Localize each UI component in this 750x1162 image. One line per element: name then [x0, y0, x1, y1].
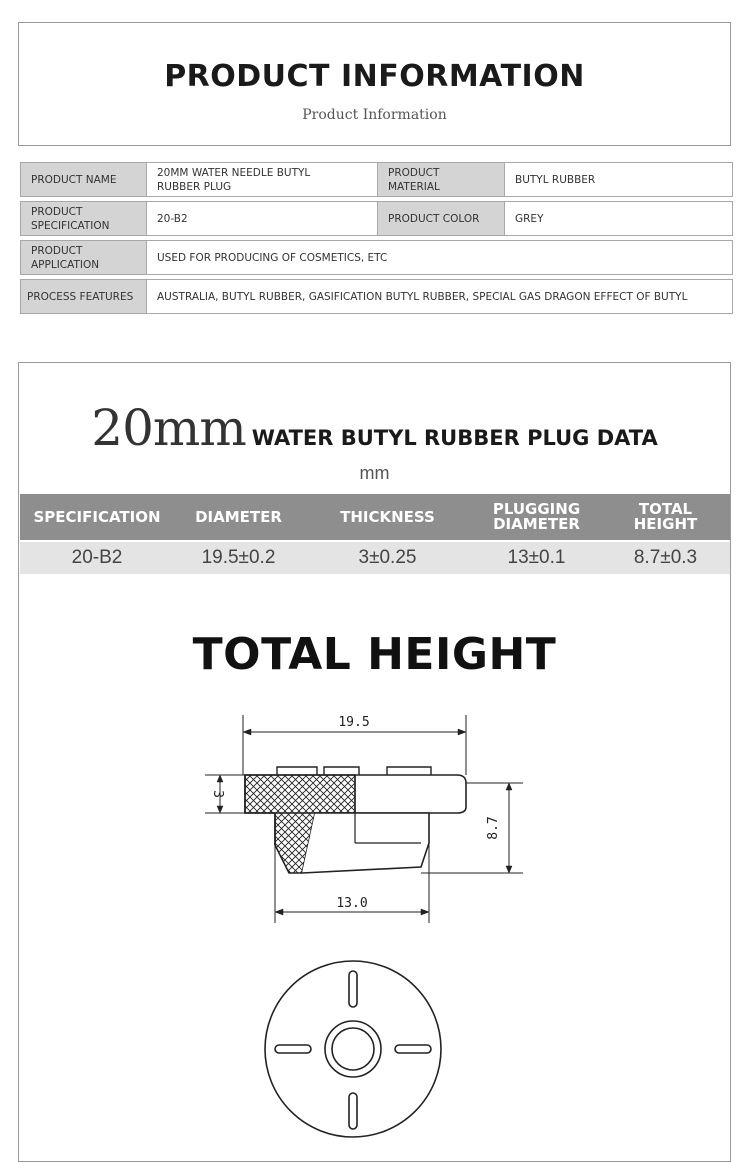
info-row-spec — [21, 202, 733, 236]
product-color-value: GREY — [505, 202, 733, 236]
product-application-label-line2: APPLICATION — [31, 258, 100, 271]
product-name-value — [147, 163, 378, 197]
data-title-text: WATER BUTYL RUBBER PLUG DATA — [251, 426, 658, 450]
section-view — [205, 715, 523, 923]
product-name-label: PRODUCT NAME — [21, 163, 147, 197]
plug-technical-drawing — [19, 363, 730, 1155]
unit-label: mm — [359, 463, 390, 483]
top-view — [265, 961, 441, 1137]
dim-plug-label: 13.0 — [336, 896, 368, 911]
header-total-height: TOTAL HEIGHT — [601, 494, 730, 541]
plug-data-section — [18, 362, 731, 1162]
product-name-value-line2: RUBBER PLUG — [157, 180, 232, 193]
process-features-label: PROCESS FEATURES — [21, 280, 147, 314]
info-row-name — [21, 163, 733, 197]
dim-thickness-label: 3 — [210, 790, 225, 798]
product-spec-label — [21, 202, 147, 236]
header-plugging-line1: PLUGGING — [492, 500, 581, 518]
product-application-value: USED FOR PRODUCING OF COSMETICS, ETC — [147, 241, 733, 275]
page-subtitle: Product Information — [302, 107, 447, 123]
product-info-table — [20, 162, 733, 314]
cell-thickness: 3±0.25 — [303, 541, 472, 574]
product-material-value: BUTYL RUBBER — [505, 163, 733, 197]
process-features-value: AUSTRALIA, BUTYL RUBBER, GASIFICATION BUTYL RUBBER, SPECIAL GAS DRAGON EFFECT OF BUTYL — [147, 280, 733, 314]
cell-diameter: 19.5±0.2 — [174, 541, 303, 574]
cell-plugging-diameter: 13±0.1 — [472, 541, 601, 574]
dim-height-label: 8.7 — [486, 816, 501, 840]
header-plugging-line2: DIAMETER — [493, 515, 580, 533]
header-diameter: DIAMETER — [174, 494, 303, 541]
cell-total-height: 8.7±0.3 — [601, 541, 730, 574]
dim-diameter-label: 19.5 — [338, 715, 370, 730]
cell-specification: 20-B2 — [20, 541, 174, 574]
page-title: PRODUCT INFORMATION — [164, 59, 585, 94]
product-color-label: PRODUCT COLOR — [378, 202, 505, 236]
product-name-value-line1: 20MM WATER NEEDLE BUTYL — [157, 166, 311, 179]
product-application-label-line1: PRODUCT — [31, 244, 83, 257]
total-height-heading: TOTAL HEIGHT — [192, 629, 557, 680]
product-spec-label-line1: PRODUCT — [31, 205, 83, 218]
data-title-size: 20mm — [91, 399, 246, 457]
info-row-application — [21, 241, 733, 275]
info-row-features — [21, 280, 733, 314]
product-information-header — [18, 22, 731, 146]
product-spec-label-line2: SPECIFICATION — [31, 219, 110, 232]
header-specification: SPECIFICATION — [20, 494, 174, 541]
header-thickness: THICKNESS — [303, 494, 472, 541]
product-material-label: PRODUCT MATERIAL — [378, 163, 505, 197]
product-application-label — [21, 241, 147, 275]
product-spec-value: 20-B2 — [147, 202, 378, 236]
